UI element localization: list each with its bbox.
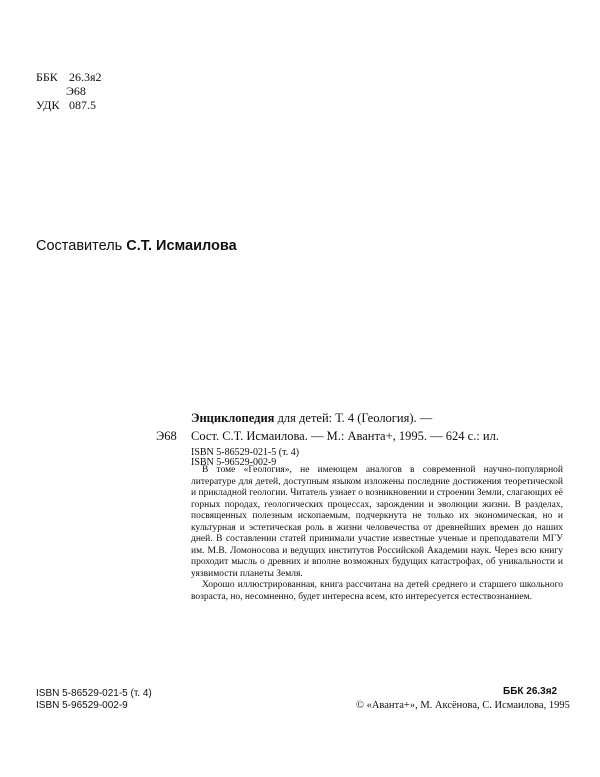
author-mark: Э68 bbox=[66, 84, 86, 98]
bib-details: Сост. С.Т. Исмаилова. — М.: Аванта+, 1995. — 624 с.: ил. bbox=[191, 429, 499, 443]
annotation bbox=[191, 465, 563, 603]
book-title-bold: Энциклопедия bbox=[191, 411, 275, 425]
copyright: © «Аванта+», М. Аксёнова, С. Исмаилова, 1995 bbox=[356, 700, 570, 711]
footer-isbn-2: ISBN 5-96529-002-9 bbox=[36, 700, 128, 711]
footer-bbk: ББК 26.3я2 bbox=[503, 686, 558, 697]
bib-isbn-2: ISBN 5-96529-002-9 bbox=[191, 457, 277, 468]
bbk-value: 26.3я2 bbox=[69, 70, 102, 84]
udk-label: УДК bbox=[36, 98, 60, 112]
book-title bbox=[191, 411, 432, 426]
bib-author-code: Э68 bbox=[156, 429, 177, 443]
book-title-rest: для детей: Т. 4 (Геология). — bbox=[274, 411, 433, 425]
udk-line bbox=[36, 98, 96, 112]
annotation-paragraph-2: Хорошо иллюстрированная, книга рассчитана на детей среднего и старшего школьного возраста, но, несомненно, будет интересна всем, кто интересуется естествознанием. bbox=[191, 580, 563, 602]
annotation-paragraph-1: В томе «Геология», не имеющем аналогов в современной научно-популярной литературе для детей, доступным языком изложены последние достижения теоретической и прикладной геологии. Читатель узнает о возникновении и строении Земли, слагающих её горных породах, геологических процессах, зарождении и эволюции жизни. В разделах, посвященных полезным ископаемым, подчеркнута не только их экономическая, но и культурная и эстетическая роль в жизни человечества от древнейших времен до наших дней. В составлении статей принимали участие известные ученые и преподаватели МГУ им. М.В. Ломоносова и ведущих институтов Российской Академии наук. Через всю книгу проходит мысль о древних и вполне возможных будущих катастрофах, об уникальности и уязвимости планеты Земля. bbox=[191, 465, 563, 579]
footer-isbn-1: ISBN 5-86529-021-5 (т. 4) bbox=[36, 688, 152, 699]
compiler-name: С.Т. Исмаилова bbox=[126, 238, 237, 254]
bbk-label: ББК bbox=[36, 70, 58, 84]
udk-value: 087.5 bbox=[69, 98, 96, 112]
bbk-line bbox=[36, 70, 102, 84]
bib-isbn-1: ISBN 5-86529-021-5 (т. 4) bbox=[191, 447, 300, 458]
compiler-label: Составитель bbox=[36, 238, 123, 254]
compiler-line bbox=[36, 238, 237, 254]
